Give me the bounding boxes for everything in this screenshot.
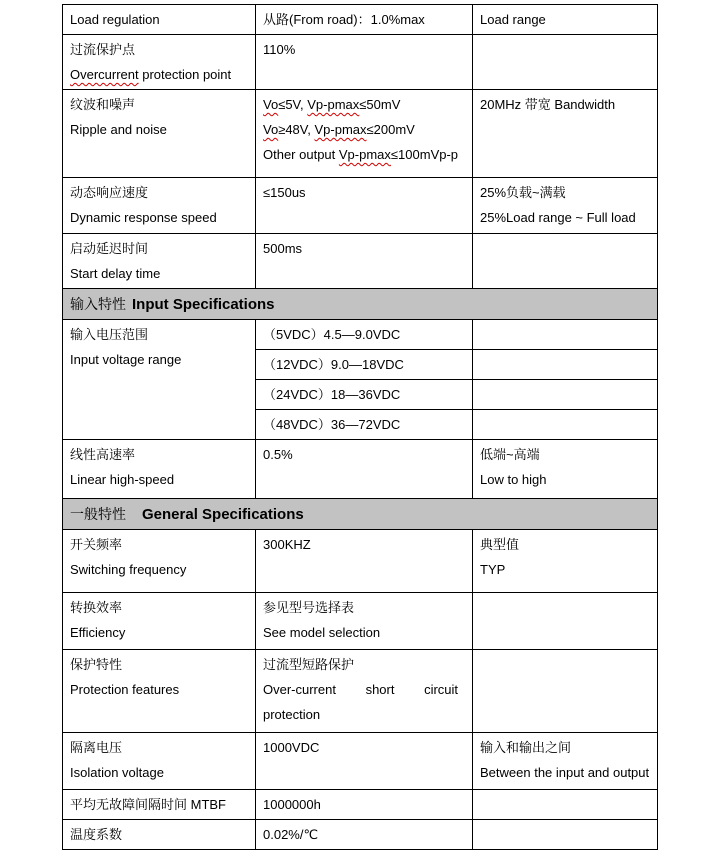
ripple-v3a: Other output — [263, 147, 339, 162]
ripple-value-line3 — [263, 142, 465, 167]
ripple-label-en: Ripple and noise — [70, 122, 167, 137]
cell-input-voltage-label — [63, 320, 256, 440]
mtbf-value: 1000000h — [263, 797, 321, 812]
row-protection — [63, 650, 658, 733]
cell-mtbf-value — [256, 790, 473, 820]
cell-overcurrent-value — [256, 35, 473, 90]
cell-empty — [473, 820, 658, 850]
overcurrent-value: 110% — [263, 42, 296, 57]
cell-linear-speed-label — [63, 440, 256, 499]
ripple-v2b: ≥48V, — [278, 122, 315, 137]
switching-freq-label-en: Switching frequency — [70, 562, 187, 577]
temp-coeff-label: 温度系数 — [70, 827, 123, 842]
linear-speed-note-zh: 低端~高端 — [480, 447, 540, 462]
dynamic-note-zh: 25%负载~满载 — [480, 185, 566, 200]
linear-speed-label-zh: 线性高速率 — [70, 447, 136, 462]
cell-input-voltage-v1 — [256, 320, 473, 350]
cell-input-voltage-v4 — [256, 410, 473, 440]
cell-ripple-note — [473, 90, 658, 178]
cell-dynamic-value — [256, 178, 473, 234]
input-voltage-label-en: Input voltage range — [70, 352, 182, 367]
row-dynamic-response — [63, 178, 658, 234]
cell-empty — [473, 320, 658, 350]
misspelled-word: Vo — [263, 122, 279, 137]
linear-speed-value: 0.5% — [263, 447, 293, 462]
misspelled-word: Vp-pmax — [307, 97, 360, 112]
ripple-v1b: ≤5V, — [278, 97, 308, 112]
cell-linear-speed-note — [473, 440, 658, 499]
switching-freq-value: 300KHZ — [263, 537, 311, 552]
linear-speed-label-en: Linear high-speed — [70, 472, 175, 487]
cell-overcurrent-label — [63, 35, 256, 90]
cell-empty — [473, 790, 658, 820]
overcurrent-label-en-rest: protection point — [138, 67, 232, 82]
row-efficiency — [63, 593, 658, 650]
section-input-title — [70, 291, 650, 317]
cell-isolation-value — [256, 733, 473, 790]
row-ripple — [63, 90, 658, 178]
ripple-value-line1 — [263, 92, 465, 117]
cell-start-delay-label — [63, 234, 256, 289]
efficiency-value-en: See model selection — [263, 625, 381, 640]
row-temp-coeff — [63, 820, 658, 850]
row-load-regulation — [63, 5, 658, 35]
switching-freq-note-en: TYP — [480, 562, 506, 577]
switching-freq-label-zh: 开关频率 — [70, 537, 123, 552]
dynamic-label-en: Dynamic response speed — [70, 210, 217, 225]
isolation-label-zh: 隔离电压 — [70, 740, 123, 755]
isolation-note-zh: 输入和输出之间 — [480, 740, 572, 755]
cell-dynamic-label — [63, 178, 256, 234]
start-delay-label-zh: 启动延迟时间 — [70, 241, 149, 256]
section-general-zh: 一般特性 — [70, 506, 126, 522]
cell-empty — [473, 410, 658, 440]
ripple-v2d: ≤200mV — [366, 122, 415, 137]
row-linear-speed — [63, 440, 658, 499]
input-voltage-v2: （12VDC）9.0—18VDC — [263, 357, 404, 372]
overcurrent-label-en — [70, 62, 248, 87]
efficiency-label-zh: 转换效率 — [70, 600, 123, 615]
cell-temp-coeff-label — [63, 820, 256, 850]
section-input-en: Input Specifications — [132, 296, 275, 313]
cell-switching-freq-note — [473, 530, 658, 593]
input-voltage-v3: （24VDC）18—36VDC — [263, 387, 401, 402]
load-regulation-note: Load range — [480, 12, 546, 27]
protection-label-en: Protection features — [70, 682, 180, 697]
input-voltage-v1: （5VDC）4.5—9.0VDC — [263, 327, 401, 342]
cell-switching-freq-value — [256, 530, 473, 593]
row-isolation — [63, 733, 658, 790]
cell-empty — [473, 35, 658, 90]
cell-mtbf-label — [63, 790, 256, 820]
cell-temp-coeff-value — [256, 820, 473, 850]
ripple-v3c: ≤100mVp-p — [390, 147, 459, 162]
linear-speed-note-en: Low to high — [480, 472, 547, 487]
spec-table — [62, 4, 658, 850]
row-input-voltage-1 — [63, 320, 658, 350]
cell-ripple-label — [63, 90, 256, 178]
row-start-delay — [63, 234, 658, 289]
dynamic-note-en: 25%Load range ~ Full load — [480, 210, 636, 225]
cell-input-voltage-v2 — [256, 350, 473, 380]
protection-value-en1: Over-current short circuit — [263, 682, 459, 697]
isolation-note-en: Between the input and output — [480, 765, 650, 780]
cell-linear-speed-value — [256, 440, 473, 499]
cell-isolation-note — [473, 733, 658, 790]
dynamic-value: ≤150us — [263, 185, 306, 200]
misspelled-word: Vp-pmax — [338, 147, 391, 162]
cell-empty — [473, 350, 658, 380]
ripple-value-line2 — [263, 117, 465, 142]
efficiency-label-en: Efficiency — [70, 625, 126, 640]
cell-protection-label — [63, 650, 256, 733]
cell-empty — [473, 650, 658, 733]
section-general-en: General Specifications — [142, 506, 304, 523]
section-header-general-specs — [63, 499, 658, 530]
cell-empty — [473, 593, 658, 650]
cell-empty — [473, 380, 658, 410]
cell-load-regulation-label — [63, 5, 256, 35]
ripple-v1d: ≤50mV — [359, 97, 401, 112]
efficiency-value-zh: 参见型号选择表 — [263, 600, 355, 615]
cell-load-regulation-note — [473, 5, 658, 35]
cell-dynamic-note — [473, 178, 658, 234]
cell-isolation-label — [63, 733, 256, 790]
misspelled-word: Vo — [263, 97, 279, 112]
misspelled-word: Vp-pmax — [314, 122, 367, 137]
row-switching-freq — [63, 530, 658, 593]
load-regulation-label: Load regulation — [70, 12, 160, 27]
input-voltage-label-zh: 输入电压范围 — [70, 327, 149, 342]
cell-efficiency-label — [63, 593, 256, 650]
cell-switching-freq-label — [63, 530, 256, 593]
ripple-label-zh: 纹波和噪声 — [70, 97, 136, 112]
cell-input-voltage-v3 — [256, 380, 473, 410]
cell-empty — [473, 234, 658, 289]
cell-load-regulation-value — [256, 5, 473, 35]
input-voltage-v4: （48VDC）36—72VDC — [263, 417, 401, 432]
switching-freq-note-zh: 典型值 — [480, 537, 520, 552]
ripple-note: 20MHz 带宽 Bandwidth — [480, 97, 616, 112]
section-header-input-specs — [63, 289, 658, 320]
row-mtbf — [63, 790, 658, 820]
cell-start-delay-value — [256, 234, 473, 289]
protection-value-en2: protection — [263, 707, 321, 722]
temp-coeff-value: 0.02%/℃ — [263, 827, 319, 842]
protection-value-zh: 过流型短路保护 — [263, 657, 355, 672]
load-regulation-value: 从路(From road)：1.0%max — [263, 12, 425, 27]
start-delay-value: 500ms — [263, 241, 303, 256]
protection-label-zh: 保护特性 — [70, 657, 123, 672]
misspelled-word: Overcurrent — [70, 67, 139, 82]
section-general-title — [70, 501, 650, 527]
start-delay-label-en: Start delay time — [70, 266, 161, 281]
cell-section-general — [63, 499, 658, 530]
dynamic-label-zh: 动态响应速度 — [70, 185, 149, 200]
overcurrent-label-zh: 过流保护点 — [70, 42, 136, 57]
cell-protection-value — [256, 650, 473, 733]
section-input-zh: 输入特性 — [70, 296, 126, 312]
cell-section-input — [63, 289, 658, 320]
isolation-value: 1000VDC — [263, 740, 320, 755]
isolation-label-en: Isolation voltage — [70, 765, 164, 780]
mtbf-label: 平均无故障间隔时间 MTBF — [70, 797, 226, 812]
cell-efficiency-value — [256, 593, 473, 650]
cell-ripple-value — [256, 90, 473, 178]
row-overcurrent — [63, 35, 658, 90]
